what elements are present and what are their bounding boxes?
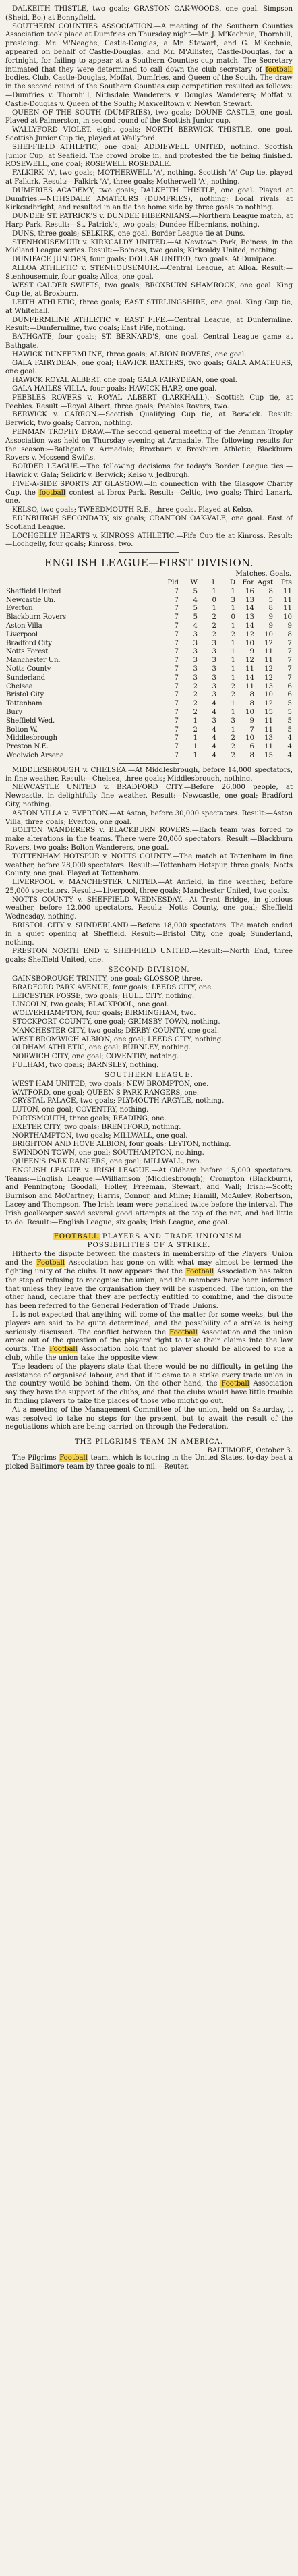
result-line: NORTHAMPTON, two goals; MILLWALL, one goal. bbox=[12, 1132, 188, 1140]
stat-pld: 7 bbox=[174, 708, 179, 716]
league-header-for: For bbox=[242, 579, 254, 586]
stat-pld: 7 bbox=[174, 717, 179, 725]
stat-pts: 11 bbox=[283, 596, 292, 604]
team-name: Woolwich Arsenal bbox=[6, 751, 66, 759]
table-row bbox=[5, 683, 293, 692]
stat-w: 2 bbox=[193, 682, 198, 690]
result-paragraph: PENMAN TROPHY DRAW.—The second general meeting of the Penman Trophy Association was held on Thursday evening at Armadale. The following results for the season:—Bathgate v. Armadale; Broxburn v. Broxburn Athletic; Blackburn Rovers v. Mossend Swifts. bbox=[5, 429, 293, 462]
stat-pld: 7 bbox=[174, 630, 179, 638]
result-paragraph: PRESTON NORTH END v. SHEFFIELD UNITED.—Result:—North End, three goals; Sheffield United, one. bbox=[5, 948, 293, 964]
result-paragraph: BATHGATE, four goals; ST. BERNARD'S, one goal. Central League game at Bathgate. bbox=[5, 333, 293, 350]
stat-agst: 9 bbox=[268, 622, 273, 630]
result-paragraph: DUNIPACE JUNIORS, four goals; DOLLAR UNITED, two goals. At Dunipace. bbox=[12, 256, 277, 264]
result-line: PORTSMOUTH, three goals; READING, one. bbox=[12, 1115, 167, 1123]
stat-pld: 7 bbox=[174, 734, 179, 742]
stat-agst: 5 bbox=[268, 596, 273, 604]
team-name: Aston Villa bbox=[6, 622, 42, 630]
search-highlight: football bbox=[39, 489, 66, 497]
result-paragraph: HAWICK ROYAL ALBERT, one goal; GALA FAIRYDEAN, one goal. bbox=[12, 377, 237, 385]
stat-pld: 7 bbox=[174, 648, 179, 656]
stat-agst: 12 bbox=[264, 639, 273, 647]
stat-w: 2 bbox=[193, 691, 198, 699]
stat-pts: 7 bbox=[287, 665, 292, 673]
result-line: STOCKPORT COUNTY, one goal; GRIMSBY TOWN, nothing. bbox=[12, 1018, 220, 1026]
stat-for: 9 bbox=[249, 648, 254, 656]
pilgrims-dateline: BALTIMORE, October 3. bbox=[207, 1447, 293, 1455]
result-paragraph: LIVERPOOL v. MANCHESTER UNITED.—At Anfield, in fine weather, before 25,000 spectators. Result:—Liverpool, three goals; Manchester United, two goals. bbox=[5, 879, 293, 895]
search-highlight: Football bbox=[59, 1454, 88, 1462]
stat-pts: 6 bbox=[287, 691, 292, 699]
stat-w: 1 bbox=[193, 734, 198, 742]
stat-w: 3 bbox=[193, 639, 198, 647]
stat-d: 0 bbox=[231, 613, 235, 622]
pilgrims-title: THE PILGRIMS TEAM IN AMERICA. bbox=[74, 1438, 224, 1446]
stat-l: 4 bbox=[212, 725, 216, 734]
stat-for: 9 bbox=[249, 717, 254, 725]
stat-pts: 7 bbox=[287, 639, 292, 647]
stat-l: 1 bbox=[212, 587, 216, 595]
stat-for: 10 bbox=[245, 708, 254, 716]
search-highlight: Football bbox=[185, 1267, 214, 1276]
stat-pld: 7 bbox=[174, 682, 179, 690]
result-paragraph: LEITH ATHLETIC, three goals; EAST STIRLINGSHIRE, one goal. King Cup tie, at Whitehall. bbox=[5, 299, 293, 315]
table-row bbox=[5, 588, 293, 597]
table-row bbox=[5, 674, 293, 683]
stat-w: 5 bbox=[193, 587, 198, 595]
stat-agst: 12 bbox=[264, 674, 273, 682]
stat-for: 8 bbox=[249, 700, 254, 708]
stat-w: 4 bbox=[193, 596, 198, 604]
divider bbox=[119, 763, 179, 764]
result-paragraph: KELSO, two goals; TWEEDMOUTH R.E., three goals. Played at Kelso. bbox=[12, 506, 254, 514]
stat-pld: 7 bbox=[174, 725, 179, 734]
search-highlight: Football bbox=[169, 1328, 198, 1336]
stat-l: 3 bbox=[212, 682, 216, 690]
southern-league-head: SOUTHERN LEAGUE. bbox=[105, 1071, 193, 1079]
result-paragraph: FIVE-A-SIDE SPORTS AT GLASGOW.—In connection with the Glasgow Charity Cup, the football contest at Ibrox Park. Result:—Celtic, two goals; Third Lanark, one. bbox=[5, 480, 293, 505]
table-row bbox=[5, 734, 293, 743]
table-row bbox=[5, 743, 293, 752]
result-paragraph: PEEBLES ROVERS v. ROYAL ALBERT (LARKHALL).—Scottish Cup tie, at Peebles. Result:—Royal Albert, three goals; Peebles Rovers, two. bbox=[5, 393, 293, 410]
result-paragraph: FALKIRK 'A', two goals; MOTHERWELL 'A', nothing. Scottish 'A' Cup tie, played at Falkirk. Result:—Falkirk 'A', three goals; Motherwell 'A', nothing. bbox=[5, 169, 293, 186]
league-header-agst: Agst bbox=[257, 579, 273, 586]
result-paragraph: LOCHGELLY HEARTS v. KINROSS ATHLETIC.—Fife Cup tie at Kinross. Result:—Lochgelly, four goals; Kinross, two. bbox=[5, 532, 293, 549]
stat-pld: 7 bbox=[174, 674, 179, 682]
stat-for: 14 bbox=[245, 622, 254, 630]
article-subtitle: POSSIBILITIES OF A STRIKE. bbox=[87, 1242, 211, 1250]
english-results bbox=[5, 767, 293, 965]
result-line: GAINSBOROUGH TRINITY, one goal; GLOSSOP, three. bbox=[12, 975, 203, 983]
stat-pld: 7 bbox=[174, 613, 179, 622]
stat-for: 11 bbox=[245, 682, 254, 690]
team-name: Notts Forest bbox=[6, 648, 49, 656]
stat-agst: 13 bbox=[264, 682, 273, 690]
stat-pts: 9 bbox=[287, 622, 292, 630]
team-name: Bolton W. bbox=[6, 725, 38, 734]
stat-agst: 11 bbox=[264, 648, 273, 656]
result-line: BRADFORD PARK AVENUE, four goals; LEEDS CITY, one. bbox=[12, 983, 214, 991]
stat-agst: 12 bbox=[264, 665, 273, 673]
league-header-l: L bbox=[212, 579, 216, 586]
stat-pld: 7 bbox=[174, 691, 179, 699]
stat-w: 2 bbox=[193, 708, 198, 716]
result-paragraph: DALKEITH THISTLE, two goals; GRASTON OAK-WOODS, one goal. Simpson (Sheid, Bo.) at Bonnyfield. bbox=[5, 5, 293, 22]
stat-agst: 15 bbox=[264, 708, 273, 716]
stat-pts: 7 bbox=[287, 648, 292, 656]
team-name: Newcastle Un. bbox=[6, 596, 56, 604]
stat-l: 3 bbox=[212, 657, 216, 665]
pilgrims-text: The Pilgrims Football team, which is touring in the United States, to-day beat a picked Baltimore team by three goals to nil.—Reuter. bbox=[5, 1454, 293, 1471]
stat-d: 2 bbox=[231, 743, 235, 751]
stat-agst: 11 bbox=[264, 743, 273, 751]
result-paragraph: BORDER LEAGUE.—The following decisions for today's Border League ties:—Hawick v. Gala; Selkirk v. Berwick; Kelso v. Jedburgh. bbox=[5, 463, 293, 480]
stat-pts: 11 bbox=[283, 605, 292, 613]
stat-d: 3 bbox=[231, 717, 235, 725]
table-row bbox=[5, 752, 293, 761]
stat-pts: 11 bbox=[283, 587, 292, 595]
stat-d: 1 bbox=[231, 700, 235, 708]
result-line: BRIGHTON AND HOVE ALBION, four goals; LEYTON, nothing. bbox=[12, 1141, 231, 1149]
stat-pts: 5 bbox=[287, 725, 292, 734]
stat-w: 2 bbox=[193, 700, 198, 708]
newspaper-page bbox=[5, 5, 293, 2565]
stat-l: 2 bbox=[212, 622, 216, 630]
stat-d: 2 bbox=[231, 682, 235, 690]
result-line: WATFORD, one goal; QUEEN'S PARK RANGERS, one. bbox=[12, 1089, 200, 1097]
search-highlight: FOOTBALL bbox=[53, 1233, 99, 1241]
article-paragraph: Hitherto the dispute between the masters in membership of the Players' Union and the Football Association has gone on with what may almost be termed the fighting unity of the clubs. It now appears that the Football Association has taken the step of refusing to recognise the union, and the members have been informed that unless they leave the organisation they will be suspended. The union, on the other hand, declare that they are perfectly entitled to combine, and the dispute has been referred to the General Federation of Trade Unions. bbox=[5, 1251, 293, 1311]
stat-w: 4 bbox=[193, 622, 198, 630]
league-header-team bbox=[5, 579, 160, 588]
stat-for: 7 bbox=[249, 725, 254, 734]
stat-d: 1 bbox=[231, 639, 235, 647]
table-row bbox=[5, 597, 293, 605]
stat-for: 6 bbox=[249, 743, 254, 751]
stat-d: 1 bbox=[231, 665, 235, 673]
stat-w: 1 bbox=[193, 743, 198, 751]
stat-for: 8 bbox=[249, 691, 254, 699]
result-line: QUEEN'S PARK RANGERS, one goal; MILLWALL, two. bbox=[12, 1158, 202, 1166]
stat-pts: 8 bbox=[287, 630, 292, 638]
stat-l: 3 bbox=[212, 674, 216, 682]
result-line: MANCHESTER CITY, two goals; DERBY COUNTY, one goal. bbox=[12, 1026, 220, 1035]
team-name: Manchester Un. bbox=[6, 657, 61, 665]
team-name: Bury bbox=[6, 708, 22, 716]
stat-pld: 7 bbox=[174, 639, 179, 647]
stat-w: 3 bbox=[193, 648, 198, 656]
second-division-head: SECOND DIVISION. bbox=[108, 966, 190, 975]
team-name: Blackburn Rovers bbox=[6, 613, 66, 622]
result-paragraph: DUNFERMLINE ATHLETIC v. EAST FIFE.—Central League, at Dunfermline. Result:—Dunfermline, two goals; East Fife, nothing. bbox=[5, 316, 293, 333]
stat-w: 2 bbox=[193, 725, 198, 734]
stat-agst: 11 bbox=[264, 717, 273, 725]
team-name: Tottenham bbox=[6, 700, 42, 708]
stat-d: 1 bbox=[231, 605, 235, 613]
result-paragraph: HAWICK DUNFERMLINE, three goals; ALBION ROVERS, one goal. bbox=[12, 350, 247, 358]
stat-agst: 13 bbox=[264, 734, 273, 742]
search-highlight: Football bbox=[49, 1346, 78, 1354]
stat-d: 1 bbox=[231, 657, 235, 665]
stat-w: 1 bbox=[193, 751, 198, 759]
stat-w: 3 bbox=[193, 674, 198, 682]
league-caption: Matches. Goals. bbox=[235, 570, 291, 578]
stat-for: 11 bbox=[245, 665, 254, 673]
result-line: CRYSTAL PALACE, two goals; PLYMOUTH ARGYLE, nothing. bbox=[12, 1097, 225, 1105]
stat-d: 2 bbox=[231, 751, 235, 759]
stat-pts: 5 bbox=[287, 708, 292, 716]
pilgrims-body bbox=[5, 1454, 293, 1472]
table-row bbox=[5, 605, 293, 613]
stat-pts: 10 bbox=[283, 613, 292, 622]
search-highlight: Football bbox=[221, 1380, 249, 1388]
result-paragraph: NOTTS COUNTY v. SHEFFIELD WEDNESDAY.—At Trent Bridge, in glorious weather, before 12,000 spectators. Result:—Notts County, one goal; Sheffield Wednesday, nothing. bbox=[5, 896, 293, 921]
table-row bbox=[5, 691, 293, 700]
stat-l: 3 bbox=[212, 639, 216, 647]
stat-pts: 7 bbox=[287, 674, 292, 682]
irish-match bbox=[5, 1167, 293, 1228]
result-paragraph: WALLYFORD VIOLET, eight goals; NORTH BERWICK THISTLE, one goal. Scottish Junior Cup tie, played at Wallyford. bbox=[5, 126, 293, 142]
stat-l: 3 bbox=[212, 648, 216, 656]
team-name: Bradford City bbox=[6, 639, 52, 647]
result-line: WOLVERHAMPTON, four goals; BIRMINGHAM, two. bbox=[12, 1010, 196, 1018]
result-paragraph: GALA FAIRYDEAN, one goal; HAWICK BAXTERS, two goals; GALA AMATEURS, one goal. bbox=[5, 359, 293, 376]
stat-for: 10 bbox=[245, 734, 254, 742]
stat-for: 14 bbox=[245, 674, 254, 682]
stat-agst: 9 bbox=[268, 613, 273, 622]
stat-pld: 7 bbox=[174, 657, 179, 665]
table-row bbox=[5, 717, 293, 726]
result-line: WEST BROMWICH ALBION, one goal; LEEDS CITY, nothing. bbox=[12, 1035, 224, 1043]
stat-l: 4 bbox=[212, 708, 216, 716]
stat-pts: 5 bbox=[287, 700, 292, 708]
result-line: NORWICH CITY, one goal; COVENTRY, nothing. bbox=[12, 1053, 179, 1061]
result-line: WEST HAM UNITED, two goals; NEW BROMPTON, one. bbox=[12, 1080, 209, 1088]
stat-pld: 7 bbox=[174, 665, 179, 673]
stat-pld: 7 bbox=[174, 622, 179, 630]
stat-pld: 7 bbox=[174, 700, 179, 708]
stat-l: 4 bbox=[212, 700, 216, 708]
team-name: Notts County bbox=[6, 665, 51, 673]
stat-pts: 5 bbox=[287, 717, 292, 725]
table-row bbox=[5, 657, 293, 665]
team-name: Sheffield United bbox=[6, 587, 61, 595]
article-paragraph: The leaders of the players state that there would be no difficulty in getting the assistance of organised labour, and that if it came to a strike every trade union in the country would be behind them. On the other hand, the Football Association say they have the support of the clubs, and that the clubs would have little trouble in finding players to take the places of those who might go out. bbox=[5, 1363, 293, 1405]
stat-w: 3 bbox=[193, 657, 198, 665]
stat-pld: 7 bbox=[174, 743, 179, 751]
result-paragraph: STENHOUSEMUIR v. KIRKCALDY UNITED.—At Newtown Park, Bo'ness, in the Midland League series. Result:—Bo'ness, two goals; Kirkcaldy United, nothing. bbox=[5, 238, 293, 255]
result-line: LUTON, one goal; COVENTRY, nothing. bbox=[12, 1106, 149, 1114]
stat-w: 5 bbox=[193, 613, 198, 622]
result-line: LEICESTER FOSSE, two goals; HULL CITY, nothing. bbox=[12, 992, 195, 1000]
result-paragraph: DUNS, three goals; SELKIRK, one goal. Border League tie at Duns. bbox=[12, 229, 245, 238]
stat-for: 14 bbox=[245, 605, 254, 613]
stat-for: 13 bbox=[245, 613, 254, 622]
result-paragraph: ASTON VILLA v. EVERTON.—At Aston, before 30,000 spectators. Result:—Aston Villa, three goals; Everton, one goal. bbox=[5, 809, 293, 826]
article-title: FOOTBALL PLAYERS AND TRADE UNIONISM. bbox=[53, 1233, 245, 1241]
stat-d: 3 bbox=[231, 596, 235, 604]
stat-for: 12 bbox=[245, 630, 254, 638]
southern-league-results bbox=[5, 1080, 293, 1167]
league-header-d: D bbox=[229, 579, 235, 586]
team-name: Chelsea bbox=[6, 682, 33, 690]
stat-w: 3 bbox=[193, 665, 198, 673]
second-division-results bbox=[5, 975, 293, 1070]
stat-l: 3 bbox=[212, 717, 216, 725]
result-paragraph: EDINBURGH SECONDARY, six goals; CRANTON OAK-VALE, one goal. East of Scotland League. bbox=[5, 515, 293, 531]
stat-d: 1 bbox=[231, 725, 235, 734]
result-paragraph: WEST CALDER SWIFTS, two goals; BROXBURN SHAMROCK, one goal. King Cup tie, at Broxburn. bbox=[5, 281, 293, 298]
stat-agst: 8 bbox=[268, 587, 273, 595]
result-line: SWINDON TOWN, one goal; SOUTHAMPTON, nothing. bbox=[12, 1149, 204, 1157]
search-highlight: Football bbox=[36, 1259, 65, 1267]
league-header-pld: Pld bbox=[167, 579, 179, 586]
result-paragraph: BOLTON WANDERERS v. BLACKBURN ROVERS.—Each team was forced to make alterations in the teams. There were 20,000 spectators. Result:—Blackburn Rovers, two goals; Bolton Wanderers, one goal. bbox=[5, 827, 293, 852]
stat-l: 3 bbox=[212, 665, 216, 673]
stat-for: 8 bbox=[249, 751, 254, 759]
stat-w: 3 bbox=[193, 630, 198, 638]
stat-l: 4 bbox=[212, 734, 216, 742]
stat-pts: 7 bbox=[287, 657, 292, 665]
stat-w: 1 bbox=[193, 717, 198, 725]
stat-pld: 7 bbox=[174, 605, 179, 613]
result-paragraph: SOUTHERN COUNTIES ASSOCIATION.—A meeting of the Southern Counties Association took place at Dumfries on Thursday night—Mr. J. M'Kechnie, Thornhill, presiding. Mr. M'Neaghe, Castle-Douglas, a Mr. Stewart, and G. M'Kechnie, appeared on behalf of Castle-Douglas, and Mr. M'Allister, Castle-Douglas, for a fortnight, for failing to appear at a Southern Counties cup match. The Secretary intimated that they were determined to call down the club secretary of football bodies. Club, Castle-Douglas, Moffat, Dumfries, and Queen of the South. The draw in the second round of the Southern Counties cup competition resulted as follows:—Dumfries v. Thornhill, Nithsdale Wanderers v. Douglas Wanderers; Moffat v. Castle-Douglas v. Queen of the South; Maxwelltown v. Newton Stewart. bbox=[5, 22, 293, 108]
result-paragraph: GALA HAILES VILLA, four goals; HAWICK HARP, one goal. bbox=[12, 385, 217, 393]
result-line: EXETER CITY, two goals; BRENTFORD, nothing. bbox=[12, 1123, 181, 1131]
stat-pld: 7 bbox=[174, 751, 179, 759]
stat-l: 2 bbox=[212, 613, 216, 622]
table-row bbox=[5, 622, 293, 631]
stat-pld: 7 bbox=[174, 596, 179, 604]
stat-agst: 12 bbox=[264, 700, 273, 708]
stat-d: 1 bbox=[231, 708, 235, 716]
stat-pts: 4 bbox=[287, 734, 292, 742]
stat-pts: 6 bbox=[287, 682, 292, 690]
result-paragraph: DUMFRIES ACADEMY, two goals; DALKEITH THISTLE, one goal. Played at Dumfries.—NITHSDALE AMATEURS (DUMFRIES), nothing; Local rivals at Kirkcudbright, and resulted in an tie the home side by three goals to nothing. bbox=[5, 186, 293, 212]
result-paragraph: BRISTOL CITY v. SUNDERLAND.—Before 18,000 spectators. The match ended in a quiet opening at Sheffield. Result:—Bristol City, one goal; Sunderland, nothing. bbox=[5, 922, 293, 947]
article-paragraph: It is not expected that anything will come of the matter for some weeks, but the players are said to be quite determined, and the possibility of a strike is being seriously discussed. The conflict between the Football Association and the union arose out of the question of the players' right to take their claims into the law courts. The Football Association hold that no player should be allowed to sue a club, while the union take the opposite view. bbox=[5, 1311, 293, 1362]
stat-d: 1 bbox=[231, 622, 235, 630]
league-header-row bbox=[5, 579, 293, 588]
stat-l: 3 bbox=[212, 691, 216, 699]
article-body bbox=[5, 1251, 293, 1432]
stat-l: 4 bbox=[212, 743, 216, 751]
table-row bbox=[5, 700, 293, 709]
league-table bbox=[5, 579, 293, 761]
result-line: FULHAM, two goals; BARNSLEY, nothing. bbox=[12, 1062, 159, 1070]
stat-agst: 8 bbox=[268, 605, 273, 613]
stat-d: 2 bbox=[231, 734, 235, 742]
stat-agst: 10 bbox=[264, 691, 273, 699]
team-name: Preston N.E. bbox=[6, 743, 49, 751]
stat-for: 12 bbox=[245, 657, 254, 665]
stat-l: 1 bbox=[212, 605, 216, 613]
result-paragraph: SHEFFIELD ATHLETIC, one goal; ADDIEWELL UNITED, nothing. Scottish Junior Cup, at Seafield. The crowd broke in, and protested the tie being finished. ROSEWELL, one goal; ROSEWELL ROSEDALE. bbox=[5, 143, 293, 169]
stat-d: 2 bbox=[231, 630, 235, 638]
result-paragraph: QUEEN OF THE SOUTH (DUMFRIES), two goals; DOUNE CASTLE, one goal. Played at Palmerston, in second round of the Scottish Junior cup. bbox=[5, 109, 293, 126]
league-header-w: W bbox=[190, 579, 198, 586]
stat-pld: 7 bbox=[174, 587, 179, 595]
search-highlight: football bbox=[266, 65, 292, 74]
stat-d: 1 bbox=[231, 674, 235, 682]
team-name: Sheffield Wed. bbox=[6, 717, 55, 725]
result-line: OLDHAM ATHLETIC, one goal; BURNLEY, nothing. bbox=[12, 1044, 191, 1052]
stat-l: 0 bbox=[212, 596, 216, 604]
table-row bbox=[5, 709, 293, 717]
result-paragraph: BERWICK v. CARRON.—Scottish Qualifying Cup tie, at Berwick. Result: Berwick, two goals; Carron, nothing. bbox=[5, 411, 293, 428]
stat-agst: 15 bbox=[264, 751, 273, 759]
team-name: Sunderland bbox=[6, 674, 45, 682]
stat-w: 5 bbox=[193, 605, 198, 613]
stat-for: 16 bbox=[245, 587, 254, 595]
scottish-results bbox=[5, 5, 293, 549]
table-row bbox=[5, 665, 293, 674]
stat-d: 1 bbox=[231, 648, 235, 656]
result-paragraph: ALLOA ATHLETIC v. STENHOUSEMUIR.—Central League, at Alloa. Result:—Stenhousemuir, four goals; Alloa, one goal. bbox=[5, 264, 293, 281]
table-row bbox=[5, 631, 293, 640]
stat-l: 4 bbox=[212, 751, 216, 759]
stat-agst: 11 bbox=[264, 657, 273, 665]
result-paragraph: DUNDEE ST. PATRICK'S v. DUNDEE HIBERNIANS.—Northern League match, at Harp Park. Result:—St. Patrick's, two goals; Dundee Hibernians, nothing. bbox=[5, 213, 293, 229]
league-header-pts: Pts bbox=[280, 579, 292, 586]
result-paragraph: TOTTENHAM HOTSPUR v. NOTTS COUNTY.—The match at Tottenham in fine weather, before 28,000 spectators. Result:—Tottenham Hotspur, three goals; Notts County, one goal. Played at Tottenham. bbox=[5, 852, 293, 878]
stat-for: 10 bbox=[245, 639, 254, 647]
stat-for: 13 bbox=[245, 596, 254, 604]
team-name: Liverpool bbox=[6, 630, 38, 638]
irish-match-text: ENGLISH LEAGUE v. IRISH LEAGUE.—At Oldham before 15,000 spectators. Teams:—English League:—Williamson (Middlesbrough); Crompton (Blackburn), and Pennington; Goodall, Holley, Freeman, Stewart, and Wall; Irish:—Scott; Burnison and McCartney; Harris, Connor, and Milne; Hamill, McAuley, Robertson, Lacey and Thompson. The Irish team were penalised twice before the interval. The Irish goalkeeper saved several good attempts at the top of the net, and had little to do. Result:—English League, six goals; Irish League, one goal. bbox=[5, 1166, 293, 1226]
stat-l: 2 bbox=[212, 630, 216, 638]
stat-pts: 4 bbox=[287, 743, 292, 751]
table-row bbox=[5, 648, 293, 657]
stat-agst: 10 bbox=[264, 630, 273, 638]
table-row bbox=[5, 613, 293, 622]
league-title: ENGLISH LEAGUE—FIRST DIVISION. bbox=[44, 557, 254, 570]
team-name: Middlesbrough bbox=[6, 734, 57, 742]
stat-d: 2 bbox=[231, 691, 235, 699]
stat-agst: 11 bbox=[264, 725, 273, 734]
table-row bbox=[5, 726, 293, 735]
stat-d: 1 bbox=[231, 587, 235, 595]
result-line: LINCOLN, two goals; BLACKPOOL, one goal. bbox=[12, 1001, 169, 1009]
team-name: Everton bbox=[6, 605, 33, 613]
article-paragraph: At a meeting of the Management Committee of the union, held on Saturday, it was resolved to take no steps for the present, but to await the result of the negotiations which are being carried on through the Federation. bbox=[5, 1406, 293, 1431]
stat-pts: 4 bbox=[287, 751, 292, 759]
result-paragraph: NEWCASTLE UNITED v. BRADFORD CITY.—Before 26,000 people, at Newcastle, in delightfully fine weather. Result:—Newcastle, one goal; Bradford City, nothing. bbox=[5, 784, 293, 809]
divider bbox=[119, 552, 179, 553]
table-row bbox=[5, 640, 293, 649]
team-name: Bristol City bbox=[6, 691, 44, 699]
result-paragraph: MIDDLESBROUGH v. CHELSEA.—At Middlesbrough, before 14,000 spectators, in fine weather. Result:—Chelsea, three goals; Middlesbrough, nothing. bbox=[5, 766, 293, 783]
